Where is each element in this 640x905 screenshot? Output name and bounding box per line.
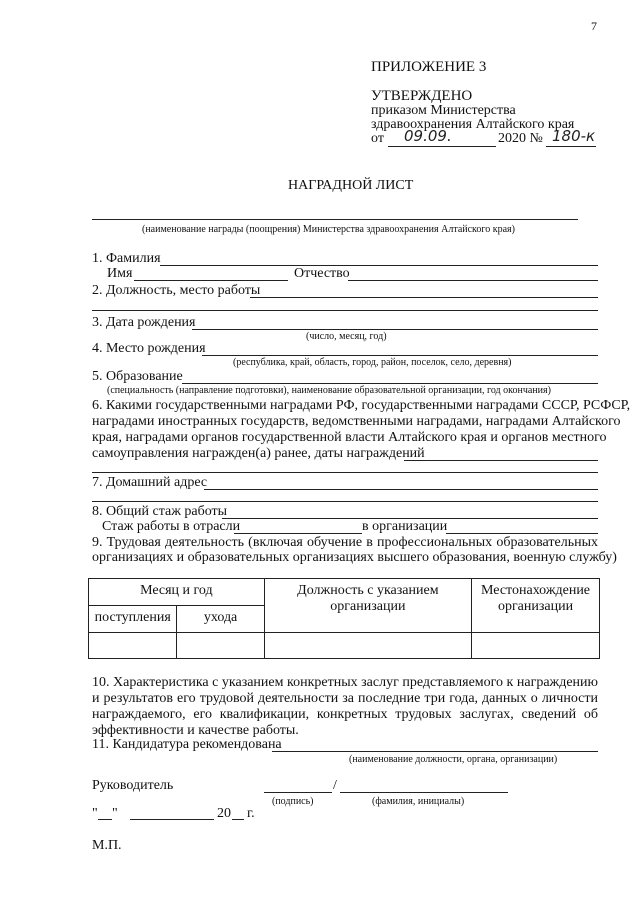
table-header-end: ухода <box>177 606 264 633</box>
position-label: 2. Должность, место работы <box>92 283 261 298</box>
awards-question-line1: 6. Какими государственными наградами РФ, государственными наградами СССР, РСФСР, <box>92 398 631 413</box>
education-hint: (специальность (направление подготовки), наименование образовательной организации, год окончания) <box>107 385 551 396</box>
approved-label: УТВЕРЖДЕНО <box>371 88 473 104</box>
recommended-hint: (наименование должности, органа, организации) <box>349 754 558 765</box>
characteristic-line4: эффективности и качестве работы. <box>92 723 299 738</box>
birth-place-line <box>202 355 598 356</box>
date-day-line <box>98 819 112 820</box>
date-year-suffix: г. <box>247 806 255 821</box>
awards-answer-line <box>404 460 598 461</box>
approved-by-line2: здравоохранения Алтайского края <box>371 117 575 132</box>
table-header-month-year: Месяц и год <box>89 579 265 606</box>
home-address-label: 7. Домашний адрес <box>92 475 208 490</box>
approved-by-line1: приказом Министерства <box>371 103 516 118</box>
signature-hint: (подпись) <box>272 796 314 807</box>
table-header-location: Местонахождение организации <box>472 579 600 633</box>
birth-place-hint: (республика, край, область, город, район, поселок, село, деревня) <box>233 357 512 368</box>
table-cell <box>89 633 177 659</box>
branch-experience-label: Стаж работы в отрасли <box>102 519 241 534</box>
name-label: Имя <box>107 266 133 281</box>
recommended-label: 11. Кандидатура рекомендована <box>92 737 282 752</box>
page-number: 7 <box>591 19 597 33</box>
table-cell <box>472 633 600 659</box>
birth-place-label: 4. Место рождения <box>92 341 206 356</box>
date-quote-open: " <box>92 806 98 821</box>
education-line <box>182 383 598 384</box>
full-name-hint: (фамилия, инициалы) <box>372 796 465 807</box>
date-quote-close: " <box>112 806 118 821</box>
recommended-line <box>272 751 598 752</box>
appendix-label: ПРИЛОЖЕНИЕ 3 <box>371 59 487 75</box>
work-history-line1: 9. Трудовая деятельность (включая обучение в профессиональных образовательных <box>92 535 598 550</box>
signature-line <box>264 792 332 793</box>
awards-question-line3: края, наградами органов государственной власти Алтайского края и органов местного <box>92 430 607 445</box>
org-experience-line <box>446 533 598 534</box>
order-year-number: 2020 № <box>498 131 543 146</box>
birth-date-line <box>192 329 598 330</box>
document-title: НАГРАДНОЙ ЛИСТ <box>288 178 414 193</box>
table-header-start: поступления <box>89 606 177 633</box>
order-number-handwritten: 180-к <box>552 127 596 145</box>
table-cell <box>264 633 471 659</box>
total-experience-label: 8. Общий стаж работы <box>92 504 228 519</box>
date-month-line <box>130 819 214 820</box>
patronymic-label: Отчество <box>294 266 350 281</box>
work-history-line2: организациях и образовательных организациях высшего образования, военную службу) <box>92 550 617 565</box>
stamp-place: М.П. <box>92 838 122 853</box>
order-from-label: от <box>371 131 384 146</box>
birth-date-hint: (число, месяц, год) <box>306 331 387 342</box>
name-line <box>134 280 288 281</box>
order-date-handwritten: 09.09. <box>404 127 452 145</box>
awards-question-line4: самоуправления награжден(а) ранее, даты награждений <box>92 446 425 461</box>
home-address-line-2 <box>92 501 598 502</box>
awards-answer-line-2 <box>92 472 598 473</box>
award-name-caption: (наименование награды (поощрения) Министерства здравоохранения Алтайского края) <box>142 224 515 235</box>
order-number-line <box>546 146 596 147</box>
order-date-line <box>388 146 496 147</box>
date-year-prefix: 20 <box>217 806 231 821</box>
table-cell <box>177 633 264 659</box>
head-label: Руководитель <box>92 778 174 793</box>
characteristic-line2: и результатов его трудовой деятельности за последние три года, данных о личности <box>92 691 598 706</box>
table-header-position: Должность с указанием организации <box>264 579 471 633</box>
surname-line <box>160 265 598 266</box>
date-year-line <box>232 819 244 820</box>
position-line-2 <box>92 310 598 311</box>
education-label: 5. Образование <box>92 369 183 384</box>
full-name-line <box>340 792 508 793</box>
home-address-line <box>204 489 598 490</box>
org-experience-label: в организации <box>362 519 448 534</box>
signature-slash: / <box>333 778 337 793</box>
position-line <box>250 297 598 298</box>
surname-label: 1. Фамилия <box>92 251 161 266</box>
work-history-table <box>88 578 600 659</box>
birth-date-label: 3. Дата рождения <box>92 315 196 330</box>
characteristic-line1: 10. Характеристика с указанием конкретных заслуг представляемого к награждению <box>92 675 598 690</box>
patronymic-line <box>348 280 598 281</box>
branch-experience-line <box>234 533 362 534</box>
awards-question-line2: наградами иностранных государств, ведомственными наградами, наградами Алтайского <box>92 414 621 429</box>
award-name-line <box>92 219 578 220</box>
characteristic-line3: награждаемого, его квалификации, конкретных трудовых заслугах, сведений об <box>92 707 598 722</box>
